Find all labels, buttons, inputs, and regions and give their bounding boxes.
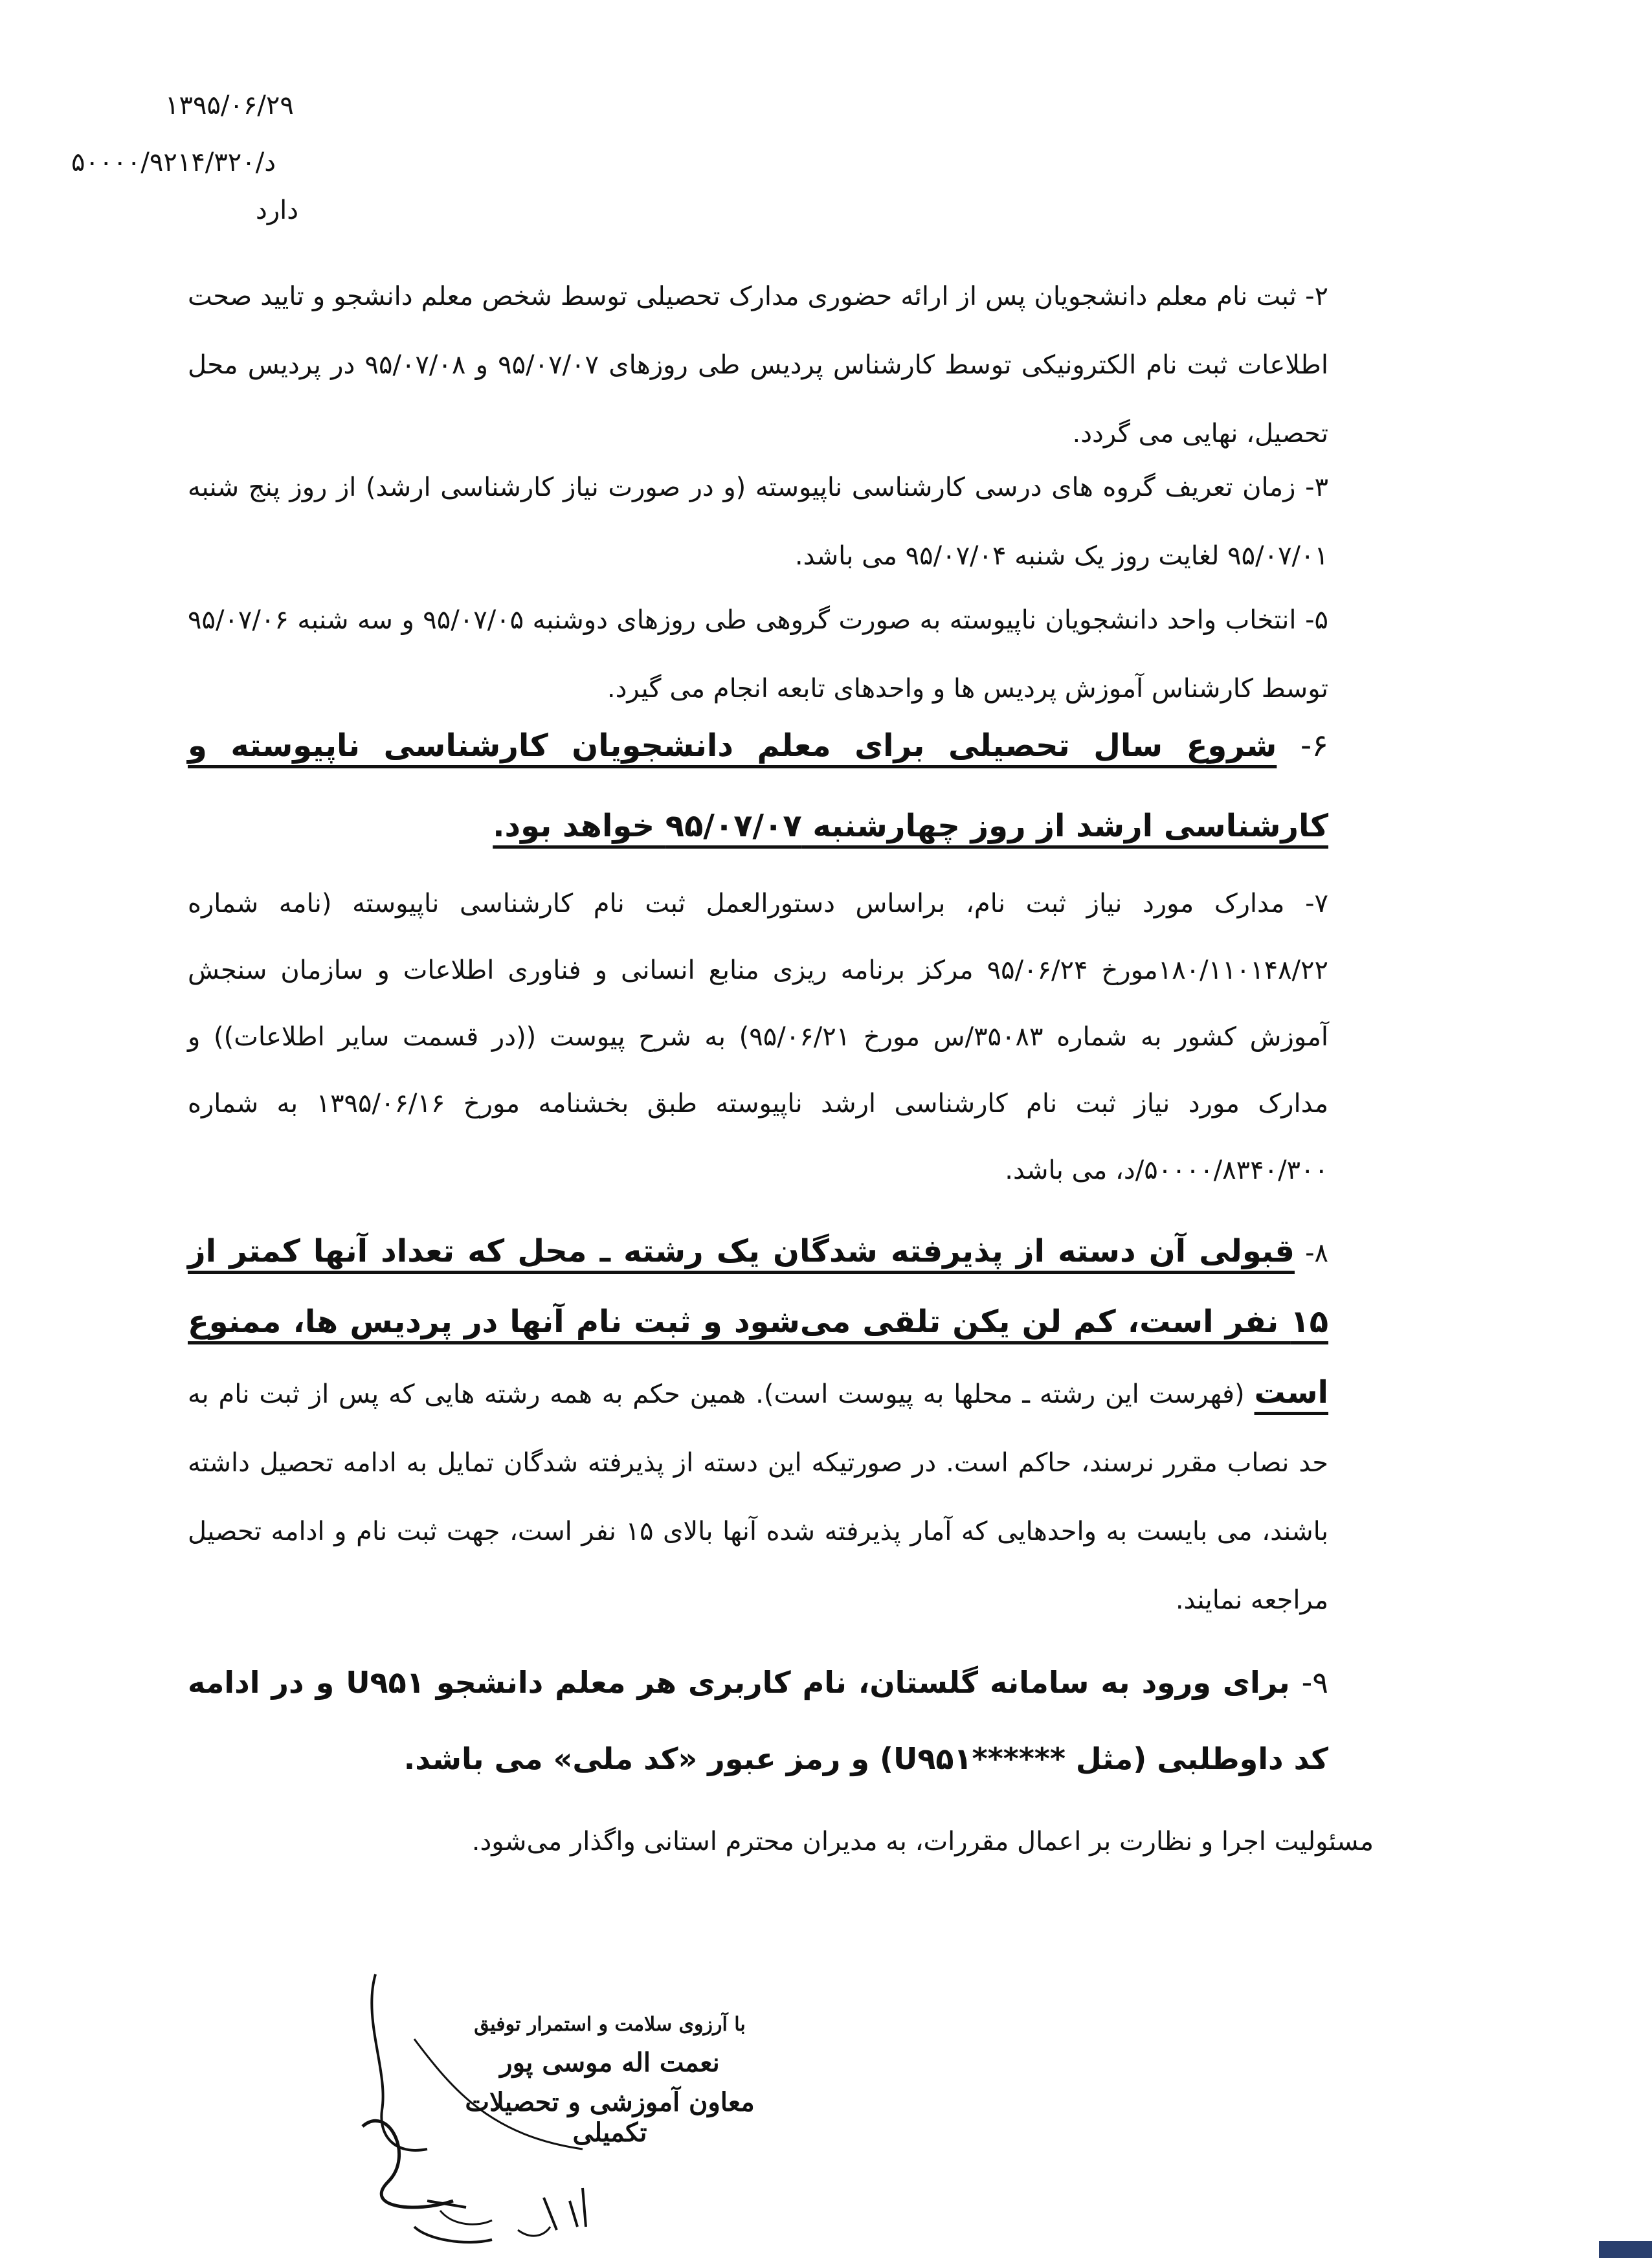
signature-greeting: با آرزوی سلامت و استمرار توفیق	[474, 2013, 746, 2036]
item-number: ۸-	[1305, 1238, 1328, 1268]
item-text: ثبت نام معلم دانشجویان پس از ارائه حضوری مدارک تحصیلی توسط شخص معلم دانشجو و تایید صحت اطلاعات ثبت نام الکترونیکی توسط کارشناس پردیس طی روزهای ۹۵/۰۷/۰۷ و ۹۵/۰۷/۰۸ در پردیس محل تحصیل، نهایی می گردد.	[188, 282, 1328, 449]
item-text: (فهرست این رشته ـ محلها به پیوست است). همین حکم به همه رشته هایی که پس از ثبت نام به حد نصاب مقرر نرسند، حاکم است. در صورتیکه این دسته از پذیرفته شدگان تمایل به ادامه تحصیل داشته باشند، می بایست به واحدهایی که آمار پذیرفته شده آنها بالای ۱۵ نفر است، جهت ثبت نام و ادامه تحصیل مراجعه نمایند.	[188, 1379, 1328, 1615]
letter-date: ۱۳۹۵/۰۶/۲۹	[165, 91, 294, 120]
item-number: ۳-	[1305, 473, 1328, 502]
corner-watermark	[1599, 2241, 1652, 2258]
item-text: مدارک مورد نیاز ثبت نام، براساس دستورالعمل ثبت نام کارشناسی ناپیوسته (نامه شماره ۱۸۰/۱۱۰۱۴۸/۲۲مورخ ۹۵/۰۶/۲۴ مرکز برنامه ریزی منابع انسانی و فناوری اطلاعات و سازمان سنجش آموزش کشور به شماره ۳۵۰۸۳/س مورخ ۹۵/۰۶/۲۱) به شرح پیوست ((در قسمت سایر اطلاعات)) و مدارک مورد نیاز ثبت نام کارشناسی ارشد ناپیوسته طبق بخشنامه مورخ ۱۳۹۵/۰۶/۱۶ به شماره ۵۰۰۰۰/۸۳۴۰/۳۰۰/د، می باشد.	[188, 889, 1329, 1185]
item-number: ۲-	[1305, 282, 1328, 311]
signature-title: معاون آموزشی و تحصیلات تکمیلی	[465, 2087, 755, 2148]
item-number: ۵-	[1305, 605, 1328, 635]
item-number: ۹-	[1301, 1665, 1328, 1700]
item-number: ۶-	[1300, 728, 1328, 764]
letter-number: ۵۰۰۰۰/۹۲۱۴/۳۲۰/د	[71, 148, 276, 177]
item-text: زمان تعریف گروه های درسی کارشناسی ناپیوسته (و در صورت نیاز کارشناسی ارشد) از روز پنج شنبه ۹۵/۰۷/۰۱ لغایت روز یک شنبه ۹۵/۰۷/۰۴ می باشد.	[188, 473, 1328, 571]
signature-name: نعمت اله موسی پور	[500, 2047, 720, 2078]
item-bold-text: قبولی آن دسته از پذیرفته شدگان یک رشته ـ محل که تعداد آنها کمتر از ۱۵ نفر است، کم لن یکن تلقی می‌شود و ثبت نام آنها در پردیس ها، ممنوع است	[188, 1233, 1328, 1410]
item-text: انتخاب واحد دانشجویان ناپیوسته به صورت گروهی طی روزهای دوشنبه ۹۵/۰۷/۰۵ و سه شنبه ۹۵/۰۷/۰۶ توسط کارشناس آموزش پردیس ها و واحدهای تابعه انجام می گیرد.	[188, 605, 1328, 704]
item-text: شروع سال تحصیلی برای معلم دانشجویان کارشناسی ناپیوسته و کارشناسی ارشد از روز چهارشنبه ۹۵/۰۷/۰۷ خواهد بود.	[188, 728, 1328, 844]
item-number: ۷-	[1305, 889, 1328, 919]
closing-paragraph: مسئولیت اجرا و نظارت بر اعمال مقررات، به مدیران محترم استانی واگذار می‌شود.	[471, 1827, 1374, 1856]
item-text: برای ورود به سامانه گلستان، نام کاربری هر معلم دانشجو U۹۵۱ و در ادامه کد داوطلبی (مثل ******U۹۵۱) و رمز عبور «کد ملی» می باشد.	[188, 1665, 1328, 1776]
letter-attachment: دارد	[256, 195, 299, 225]
